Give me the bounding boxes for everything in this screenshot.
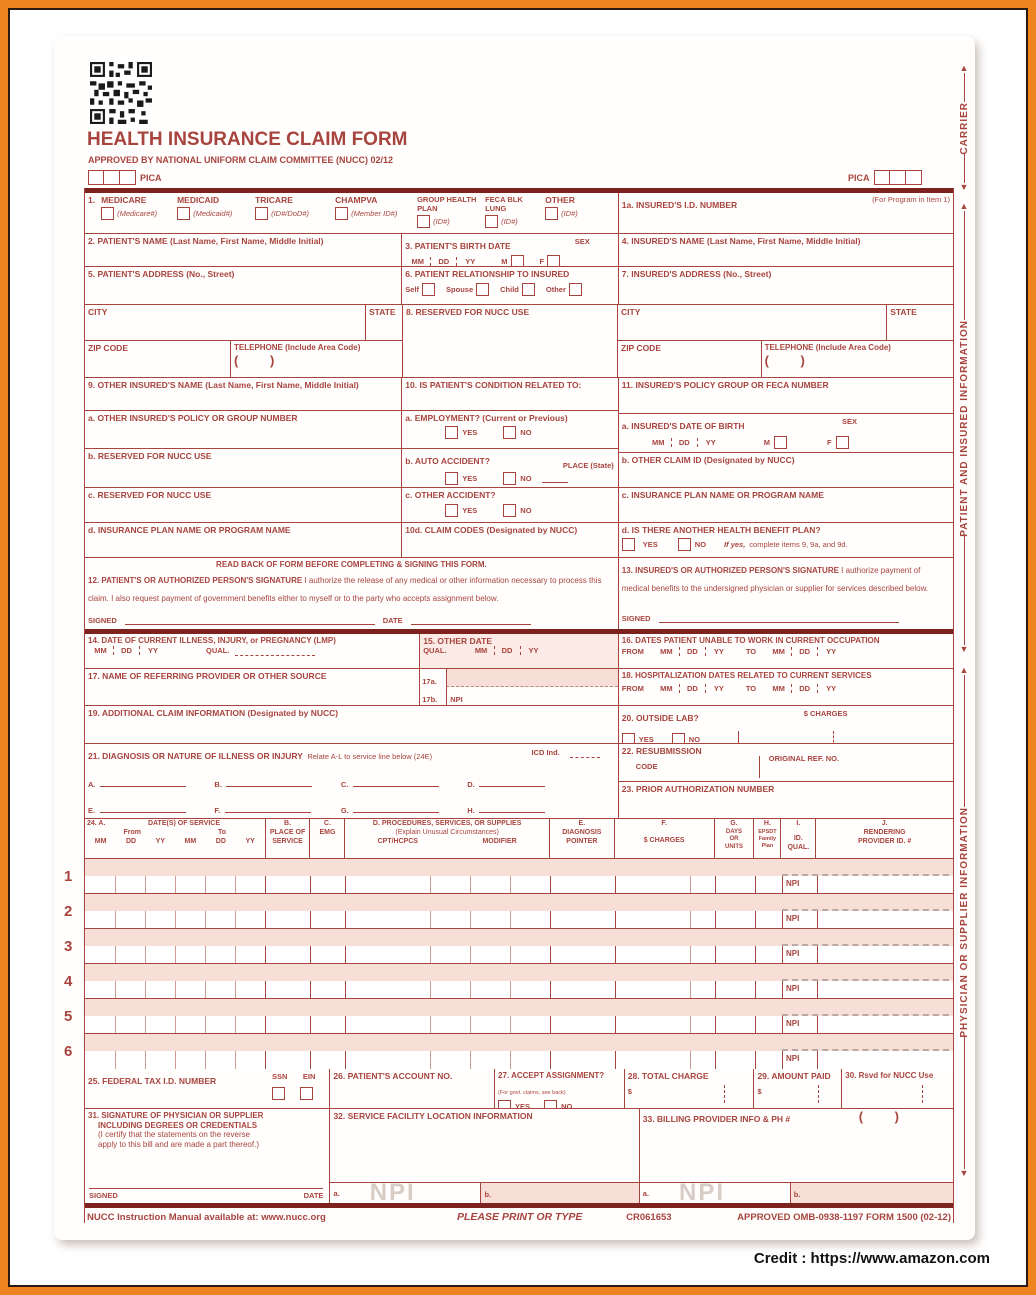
pica-left	[88, 170, 166, 185]
service-line-cells: NPI	[85, 1016, 953, 1034]
patient-city-label: CITY	[88, 307, 108, 317]
diagnosis-f-field	[225, 803, 311, 813]
box-12-patient-signature: READ BACK OF FORM BEFORE COMPLETING & SIGNING THIS FORM. 12. PATIENT'S OR AUTHORIZED PERSON'S SIGNATURE I authorize the release of any medical or other information necessary to process this claim. I also request payment of government benefits either to myself or to the party who accepts assignment below. SIGNED DATE	[85, 558, 618, 629]
box-10d-label: 10d. CLAIM CODES (Designated by NUCC)	[405, 525, 578, 536]
col-e-header: E. DIAGNOSIS POINTER	[549, 819, 614, 858]
box-22-23-column	[618, 744, 953, 818]
service-line-number: 5	[64, 1008, 73, 1025]
sex-m-checkbox[interactable]	[511, 255, 524, 266]
box-9-column	[85, 378, 401, 557]
service-line-2	[64, 893, 953, 928]
col-i-header: I. ID. QUAL.	[780, 819, 815, 858]
service-line-number: 1	[64, 868, 73, 885]
insured-city-label: CITY	[621, 307, 641, 317]
box-2-patient-name: 2. PATIENT'S NAME (Last Name, First Name, Middle Initial)	[88, 236, 324, 246]
box-1-number: 1.	[88, 195, 96, 205]
box-6-patient-relationship: 6. PATIENT RELATIONSHIP TO INSURED Self Spouse Child Other	[401, 267, 618, 304]
row-21-22-23	[85, 743, 953, 818]
omb-approval: APPROVED OMB-0938-1197 FORM 1500 (02-12)	[737, 1211, 951, 1223]
service-line-5	[64, 998, 953, 1033]
row-3	[85, 266, 953, 304]
option-tricare: TRICARE (ID#/DoD#)	[255, 195, 310, 219]
arrow-down-icon: ▼	[959, 644, 969, 655]
diagnosis-e-field	[100, 803, 186, 813]
box-32a-npi: a. NPI	[330, 1183, 480, 1203]
box-11b-label: b. OTHER CLAIM ID (Designated by NUCC)	[621, 454, 795, 465]
service-line-4	[64, 963, 953, 998]
form-subtitle: APPROVED BY NATIONAL UNIFORM CLAIM COMMITTEE (NUCC) 02/12	[88, 155, 394, 165]
npi-watermark: NPI	[369, 1179, 416, 1203]
medicaid-checkbox[interactable]	[177, 207, 190, 220]
insured-phone-parens: ( )	[764, 353, 819, 369]
box-33b-field: b.	[790, 1183, 953, 1203]
nucc-manual-note: NUCC Instruction Manual available at: www.nucc.org	[87, 1211, 326, 1223]
box-30-rsvd-nucc: 30. Rsvd for NUCC Use	[841, 1069, 953, 1108]
margin-patient-insured: ▲ PATIENT AND INSURED INFORMATION ▼	[958, 201, 970, 655]
rsvd-divider	[922, 1085, 923, 1103]
box-19-additional-claim-info: 19. ADDITIONAL CLAIM INFORMATION (Designated by NUCC)	[88, 708, 339, 718]
service-line-number: 3	[64, 938, 73, 955]
option-other: OTHER (ID#)	[545, 195, 578, 219]
table-24-header	[85, 818, 953, 858]
box-10a: a. EMPLOYMENT? (Current or Previous) YES NO	[402, 410, 618, 448]
rel-child-checkbox[interactable]	[522, 283, 535, 296]
form-code: CR061653	[626, 1211, 672, 1223]
row-1	[85, 193, 953, 233]
champva-checkbox[interactable]	[335, 207, 348, 220]
sex-f-checkbox[interactable]	[547, 255, 560, 266]
another-plan-no-checkbox[interactable]	[678, 538, 691, 551]
box-7-insured-address: 7. INSURED'S ADDRESS (No., Street)	[618, 267, 953, 304]
claim-form-paper	[54, 36, 975, 1240]
patient-signed-date-line[interactable]	[411, 615, 531, 625]
service-line-cells: NPI	[85, 946, 953, 964]
pica-right-boxes	[874, 170, 922, 185]
box-32-service-facility: 32. SERVICE FACILITY LOCATION INFORMATION a. NPI b.	[329, 1109, 638, 1203]
service-line-shaded-strip	[85, 929, 953, 946]
qual-field	[235, 646, 315, 656]
service-line-1	[64, 858, 953, 893]
row-2	[85, 233, 953, 266]
patient-state-label: STATE	[369, 307, 396, 317]
patient-zip-label: ZIP CODE	[88, 342, 128, 353]
outside-lab-no-checkbox[interactable]	[672, 733, 685, 744]
row-12-13	[85, 557, 953, 629]
service-line-shaded-strip	[85, 999, 953, 1016]
rel-self-checkbox[interactable]	[422, 283, 435, 296]
service-line-cells: NPI	[85, 876, 953, 894]
box-11c-label: c. INSURANCE PLAN NAME OR PROGRAM NAME	[621, 490, 824, 501]
form-grid	[64, 188, 954, 1223]
service-line-3	[64, 928, 953, 963]
box-23-label: 23. PRIOR AUTHORIZATION NUMBER	[621, 783, 775, 794]
row-9-10-11	[85, 377, 953, 557]
other-checkbox[interactable]	[545, 207, 558, 220]
box-33a-npi: a. NPI	[640, 1183, 790, 1203]
insured-sex-m-checkbox[interactable]	[774, 436, 787, 449]
box-31-physician-signature: 31. SIGNATURE OF PHYSICIAN OR SUPPLIER INCLUDING DEGREES OR CREDENTIALS (I certify that the statements on the reverse apply to this bill and are made a part thereof.) SIGNED DATE	[88, 1111, 324, 1200]
row-25-30	[85, 1068, 953, 1108]
box-33-billing-provider: 33. BILLING PROVIDER INFO & PH # ( ) a. NPI b.	[639, 1109, 953, 1203]
box-22-resubmission: 22. RESUBMISSION CODE ORIGINAL REF. NO.	[619, 744, 953, 781]
col-j-header: J. RENDERING PROVIDER ID. #	[815, 819, 953, 858]
option-medicaid: MEDICAID (Medicaid#)	[177, 195, 233, 219]
box-9a-label: a. OTHER INSURED'S POLICY OR GROUP NUMBER	[88, 412, 298, 423]
col-f-header: F. $ CHARGES	[614, 819, 714, 858]
box-28-total-charge: 28. TOTAL CHARGE $	[624, 1069, 754, 1108]
service-line-shaded-strip	[85, 964, 953, 981]
icd-ind-field	[570, 748, 600, 758]
box-10-column	[401, 378, 618, 557]
box-9d-label: d. INSURANCE PLAN NAME OR PROGRAM NAME	[88, 525, 291, 536]
option-medicare: MEDICARE (Medicare#)	[101, 195, 158, 219]
qr-code	[88, 62, 154, 124]
row-31-33	[85, 1108, 953, 1203]
col-d-header: D. PROCEDURES, SERVICES, OR SUPPLIES (Explain Unusual Circumstances) CPT/HCPCS MODIFIER	[344, 819, 549, 858]
box-18-hospitalization-dates: 18. HOSPITALIZATION DATES RELATED TO CURRENT SERVICES FROM MM DD YY TO MM DD YY	[618, 669, 953, 705]
box-27-accept-assignment: 27. ACCEPT ASSIGNMENT? (For govt. claims, see back) YES NO	[494, 1069, 624, 1108]
service-line-number: 2	[64, 903, 73, 920]
box-14-current-illness: 14. DATE OF CURRENT ILLNESS, INJURY, or PREGNANCY (LMP) MM DD YY QUAL.	[88, 636, 336, 656]
please-print-note: PLEASE PRINT OR TYPE	[456, 1211, 583, 1223]
box-10c: c. OTHER ACCIDENT? YES NO	[402, 487, 618, 522]
form-title: HEALTH INSURANCE CLAIM FORM	[87, 129, 408, 150]
col-h-header: H. EPSDT Family Plan	[753, 819, 780, 858]
rel-spouse-checkbox[interactable]	[476, 283, 489, 296]
diagnosis-h-field	[479, 803, 545, 813]
another-plan-yes-checkbox[interactable]	[622, 538, 635, 551]
ssn-checkbox[interactable]	[272, 1087, 285, 1100]
service-line-shaded-strip	[85, 1034, 953, 1051]
service-line-cells: NPI	[85, 911, 953, 929]
charge-cents-divider	[724, 1085, 725, 1103]
option-group-health-plan: GROUP HEALTH PLAN (ID#)	[417, 195, 477, 226]
box-8-reserved-nucc: 8. RESERVED FOR NUCC USE	[402, 305, 617, 377]
resubmission-divider	[759, 756, 760, 778]
box-10b: b. AUTO ACCIDENT? PLACE (State) YES NO	[402, 448, 618, 488]
margin-physician-supplier: ▲ PHYSICIAN OR SUPPLIER INFORMATION ▼	[958, 665, 970, 1179]
insured-signed-line[interactable]	[659, 613, 899, 623]
tricare-checkbox[interactable]	[255, 207, 268, 220]
pica-left-boxes	[88, 170, 136, 185]
service-line-cells: NPI	[85, 1051, 953, 1069]
box-1-insurance-type	[85, 193, 618, 233]
box-10-label: 10. IS PATIENT'S CONDITION RELATED TO:	[405, 380, 582, 390]
col-a-header: 24. A. DATE(S) OF SERVICE From To MM DD YY MM DD YY	[87, 820, 255, 845]
row-4	[85, 304, 953, 377]
place-state-field	[542, 473, 568, 483]
diagnosis-g-field	[353, 803, 439, 813]
patient-telephone-label: TELEPHONE (Include Area Code)	[234, 342, 361, 352]
service-line-number: 6	[64, 1043, 73, 1060]
box-17-referring-provider: 17. NAME OF REFERRING PROVIDER OR OTHER SOURCE	[88, 671, 327, 681]
outside-lab-yes-checkbox[interactable]	[622, 733, 635, 744]
box-11-label: 11. INSURED'S POLICY GROUP OR FECA NUMBER	[621, 380, 829, 390]
billing-phone-parens: ( )	[858, 1109, 913, 1124]
employment-no-checkbox[interactable]	[503, 426, 516, 439]
row-14-15-16	[85, 634, 953, 668]
pica-right-label: PICA	[848, 172, 870, 183]
insured-zip-label: ZIP CODE	[621, 342, 661, 353]
pica-right	[844, 170, 922, 185]
box-16-unable-to-work: 16. DATES PATIENT UNABLE TO WORK IN CURRENT OCCUPATION FROM MM DD YY TO MM DD YY	[618, 634, 953, 668]
diagnosis-d-field	[479, 777, 545, 787]
other-accident-yes-checkbox[interactable]	[445, 504, 458, 517]
employment-yes-checkbox[interactable]	[445, 426, 458, 439]
arrow-up-icon: ▲	[959, 201, 969, 211]
arrow-up-icon: ▲	[959, 63, 969, 73]
box-11-column	[618, 378, 953, 557]
box-15-other-date: 15. OTHER DATE QUAL. MM DD YY	[419, 634, 618, 668]
col-b-header: B. PLACE OF SERVICE	[265, 819, 310, 858]
patient-signed-line[interactable]	[125, 615, 375, 625]
insured-sex-f-checkbox[interactable]	[836, 436, 849, 449]
box-1a-insured-id: 1a. INSURED'S I.D. NUMBER (For Program in Item 1)	[618, 193, 953, 233]
insured-city-zip	[617, 305, 953, 377]
margin-carrier: ▲ CARRIER ▼	[958, 63, 970, 192]
box-32b-field: b.	[480, 1183, 638, 1203]
box-11a: a. INSURED'S DATE OF BIRTH SEX MM DD YY M F	[619, 413, 953, 452]
group-health-checkbox[interactable]	[417, 215, 430, 228]
insured-telephone-label: TELEPHONE (Include Area Code)	[764, 342, 891, 352]
box-17b-label: 17b.	[422, 695, 438, 704]
box-17ab	[419, 669, 618, 705]
box-17a-label: 17a.	[422, 677, 437, 686]
option-feca-blk-lung: FECA BLK LUNG (ID#)	[485, 195, 523, 226]
diagnosis-b-field	[226, 777, 312, 787]
box-25-federal-tax-id: 25. FEDERAL TAX I.D. NUMBER SSN EIN	[85, 1069, 329, 1108]
box-26-patient-account: 26. PATIENT'S ACCOUNT NO.	[329, 1069, 494, 1108]
assignment-yes-checkbox[interactable]	[498, 1100, 511, 1108]
auto-accident-no-checkbox[interactable]	[503, 472, 516, 485]
rel-other-checkbox[interactable]	[569, 283, 582, 296]
arrow-down-icon: ▼	[959, 1168, 969, 1179]
box-9c-label: c. RESERVED FOR NUCC USE	[88, 490, 212, 501]
service-line-shaded-strip	[85, 894, 953, 911]
box-17b-npi-label: NPI	[450, 695, 463, 704]
other-accident-no-checkbox[interactable]	[503, 504, 516, 517]
form-footer	[85, 1208, 953, 1223]
service-line-shaded-strip	[85, 859, 953, 876]
service-line-6	[64, 1033, 953, 1068]
diagnosis-c-field	[353, 777, 439, 787]
assignment-no-checkbox[interactable]	[544, 1100, 557, 1108]
auto-accident-yes-checkbox[interactable]	[445, 472, 458, 485]
box-4-insured-name: 4. INSURED'S NAME (Last Name, First Name, Middle Initial)	[618, 234, 953, 266]
insured-state-label: STATE	[890, 307, 917, 317]
charges-divider	[738, 731, 739, 743]
box-17a-field	[446, 669, 618, 687]
box-21-diagnosis: 21. DIAGNOSIS OR NATURE OF ILLNESS OR INJURY Relate A-L to service line below (24E) ICD Ind. A. B. C. D. E. F. G. H.	[85, 744, 618, 818]
col-g-header: G. DAYS OR UNITS	[714, 819, 754, 858]
readback-note: READ BACK OF FORM BEFORE COMPLETING & SIGNING THIS FORM.	[216, 560, 487, 569]
row-17-18	[85, 668, 953, 705]
service-line-cells: NPI	[85, 981, 953, 999]
patient-city-zip	[85, 305, 402, 377]
box-9-label: 9. OTHER INSURED'S NAME (Last Name, First Name, Middle Initial)	[88, 380, 359, 390]
diagnosis-a-field	[100, 777, 186, 787]
npi-watermark: NPI	[679, 1179, 726, 1203]
medicare-checkbox[interactable]	[101, 207, 114, 220]
arrow-up-icon: ▲	[959, 665, 969, 675]
ein-checkbox[interactable]	[300, 1087, 313, 1100]
box-20-outside-lab: 20. OUTSIDE LAB? $ CHARGES YES NO	[618, 706, 953, 743]
box-3-birth-date-sex: 3. PATIENT'S BIRTH DATE SEX MM DD YY M F	[401, 234, 618, 266]
col-c-header: C. EMG	[309, 819, 344, 858]
box-9b-label: b. RESERVED FOR NUCC USE	[88, 450, 212, 461]
feca-checkbox[interactable]	[485, 215, 498, 228]
row-19-20	[85, 705, 953, 743]
patient-phone-parens: ( )	[234, 353, 289, 369]
box-13-insured-signature: 13. INSURED'S OR AUTHORIZED PERSON'S SIGNATURE I authorize payment of medical benefits to the undersigned physician or supplier for services described below. SIGNED	[618, 558, 953, 629]
box-29-amount-paid: 29. AMOUNT PAID $	[753, 1069, 841, 1108]
charges-cents-divider	[833, 731, 834, 743]
box-11d: d. IS THERE ANOTHER HEALTH BENEFIT PLAN? YES NO If yes, complete items 9, 9a, and 9d.	[619, 522, 953, 557]
box-5-patient-address: 5. PATIENT'S ADDRESS (No., Street)	[88, 269, 235, 279]
credit-line: Credit : https://www.amazon.com	[753, 1250, 990, 1267]
pica-left-label: PICA	[140, 172, 162, 183]
service-line-number: 4	[64, 973, 73, 990]
option-champva: CHAMPVA (Member ID#)	[335, 195, 398, 219]
arrow-down-icon: ▼	[959, 182, 969, 192]
paid-cents-divider	[818, 1085, 819, 1103]
